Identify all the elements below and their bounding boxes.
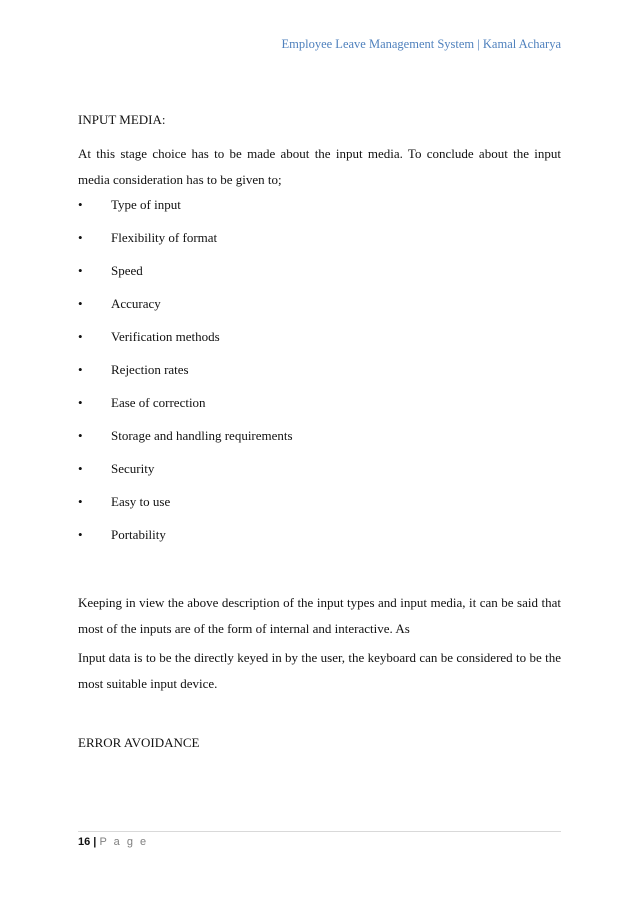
list-item-text: Verification methods <box>111 329 220 344</box>
footer-divider <box>78 831 561 832</box>
bullet-icon: • <box>78 527 83 542</box>
running-header: Employee Leave Management System | Kamal Acharya <box>281 37 561 51</box>
list-item-text: Flexibility of format <box>111 230 218 245</box>
bullet-icon: • <box>78 395 83 410</box>
page-number: 16 <box>78 836 91 848</box>
error-avoidance-heading: ERROR AVOIDANCE <box>78 735 200 750</box>
bullet-icon: • <box>78 197 83 212</box>
list-item <box>78 491 293 524</box>
bullet-icon: • <box>78 494 83 509</box>
list-item <box>78 227 293 260</box>
list-item <box>78 194 293 227</box>
list-item-text: Storage and handling requirements <box>111 428 293 443</box>
list-item-text: Easy to use <box>111 494 171 509</box>
list-item-text: Speed <box>111 263 143 278</box>
list-item-text: Ease of correction <box>111 395 206 410</box>
list-item <box>78 293 293 326</box>
page-label: P a g e <box>99 836 149 848</box>
considerations-list <box>78 194 293 557</box>
bullet-icon: • <box>78 428 83 443</box>
list-item <box>78 458 293 491</box>
list-item-text: Type of input <box>111 197 181 212</box>
input-device-paragraph: Input data is to be the directly keyed in by the user, the keyboard can be considered to be the most suitable input device. <box>78 650 561 691</box>
bullet-icon: • <box>78 362 83 377</box>
list-item-text: Security <box>111 461 155 476</box>
list-item <box>78 359 293 392</box>
input-media-heading: INPUT MEDIA: <box>78 112 166 127</box>
list-item-text: Portability <box>111 527 166 542</box>
bullet-icon: • <box>78 230 83 245</box>
bullet-icon: • <box>78 461 83 476</box>
intro-paragraph: At this stage choice has to be made about the input media. To conclude about the input media consideration has to be given to; <box>78 146 561 187</box>
page-footer <box>78 836 148 848</box>
list-item <box>78 392 293 425</box>
bullet-icon: • <box>78 329 83 344</box>
list-item <box>78 425 293 458</box>
list-item-text: Rejection rates <box>111 362 189 377</box>
summary-paragraph: Keeping in view the above description of the input types and input media, it can be said that most of the inputs are of the form of internal and interactive. As <box>78 595 561 636</box>
list-item <box>78 524 293 557</box>
bullet-icon: • <box>78 296 83 311</box>
list-item-text: Accuracy <box>111 296 161 311</box>
list-item <box>78 260 293 293</box>
list-item <box>78 326 293 359</box>
footer-separator: | <box>90 836 100 848</box>
bullet-icon: • <box>78 263 83 278</box>
